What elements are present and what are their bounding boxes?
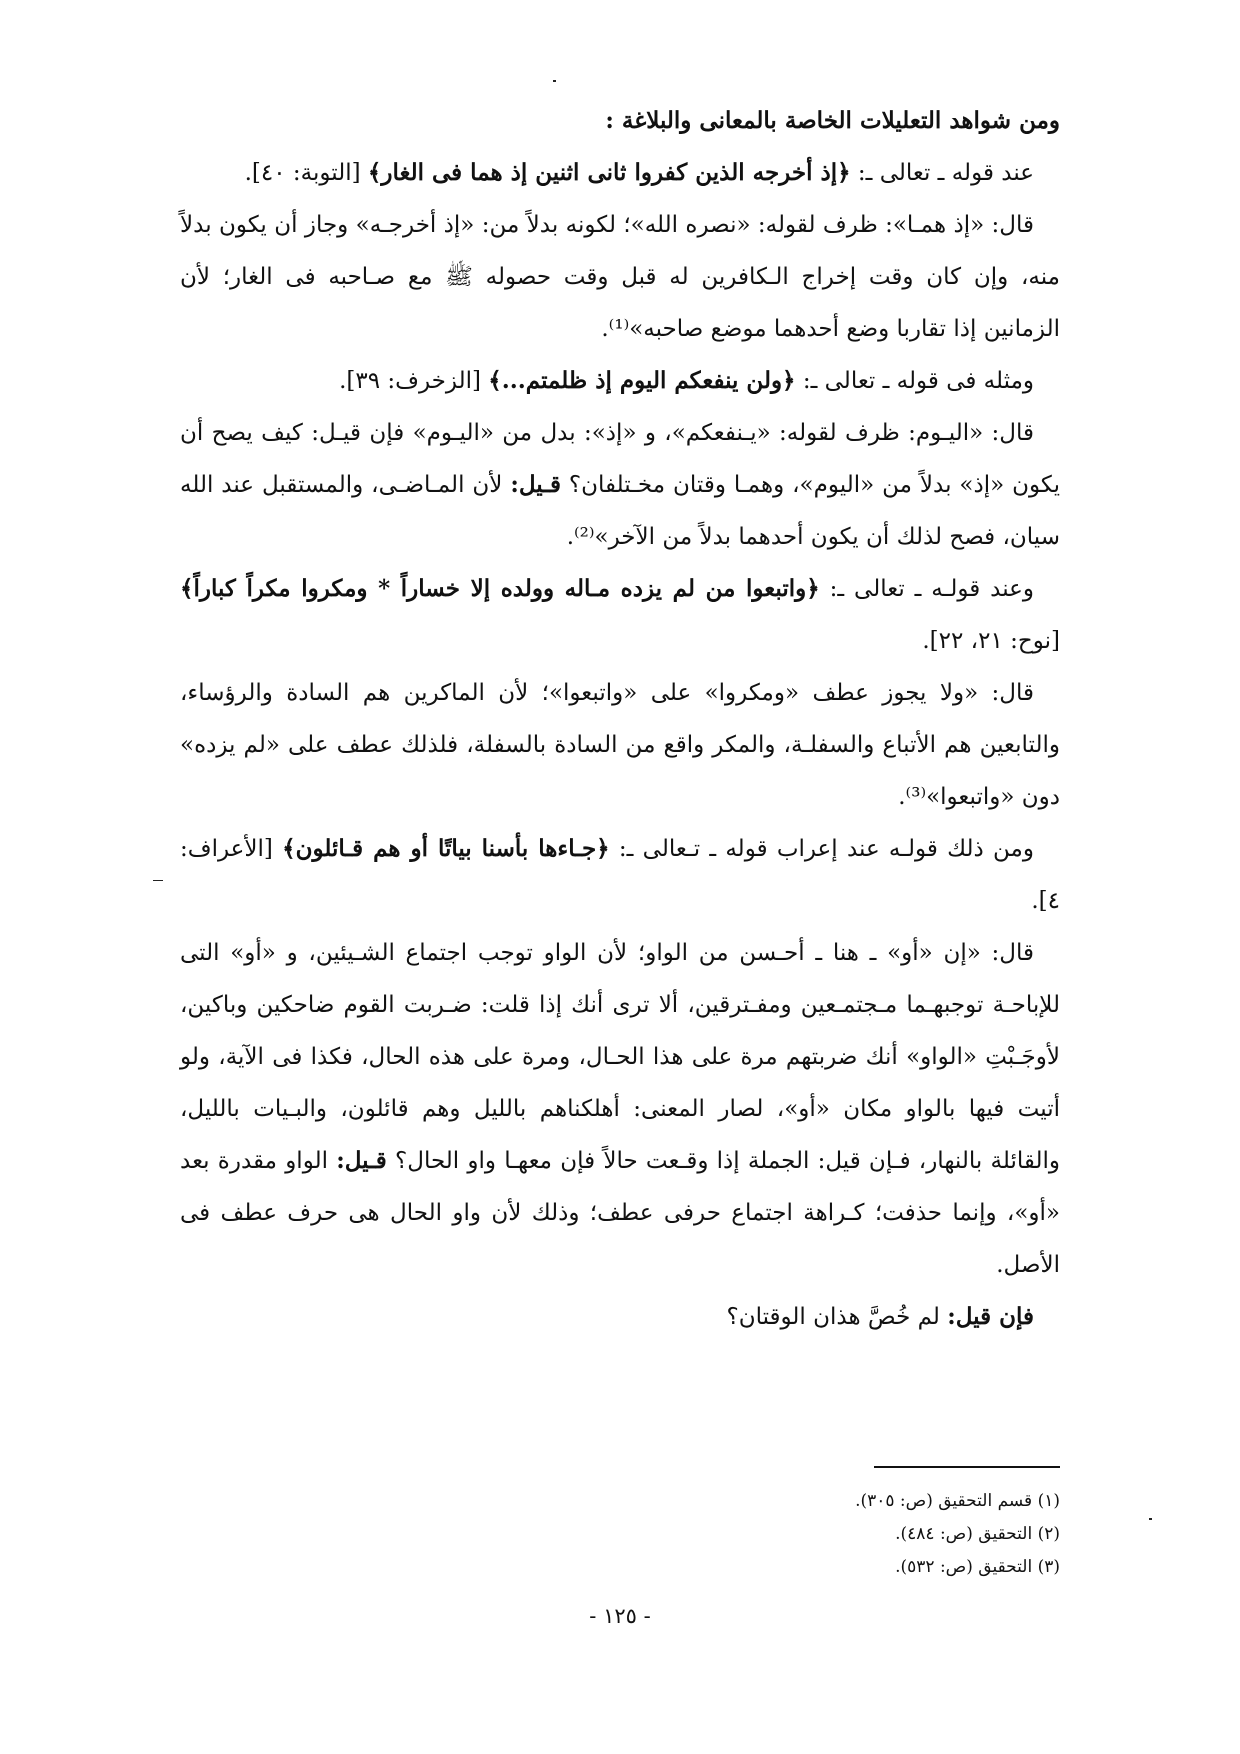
footnote-1: (١) قسم التحقيق (ص: ٣٠٥). bbox=[855, 1491, 1060, 1511]
p4-bold: قـيل: bbox=[510, 471, 561, 498]
page-number: - ١٢٥ - bbox=[589, 1604, 651, 1628]
footnote-3: (٣) التحقيق (ص: ٥٣٢). bbox=[895, 1557, 1060, 1577]
paragraph-3 bbox=[180, 355, 1060, 407]
footnote-separator bbox=[874, 1466, 1060, 1468]
paragraph-8 bbox=[180, 927, 1060, 1291]
p5-intro: وعند قولـه ـ تعالى ـ: bbox=[819, 576, 1035, 602]
p9-after: لم خُصَّ هذان الوقتان؟ bbox=[726, 1304, 948, 1330]
p7-reference: [الأعراف: ٤]. bbox=[180, 836, 1060, 914]
main-text bbox=[180, 95, 1060, 1343]
scan-speck bbox=[553, 80, 556, 82]
p8-bold: قـيل: bbox=[336, 1147, 387, 1174]
p8-before: قال: «إن «أو» ـ هنا ـ أحـسن من الواو؛ لأن الواو توجب اجتماع الشـيئين، و «أو» التى للإباحـة توجبهـما مـجتمـعين ومفـترقين، ألا ترى أنك إذا قلت: ضـربت القوم ضاحكين وباكين، لأوجَـبْتِ «الواو» أنك ضربتهم مرة على هذا الحـال، ومرة على هذه الحال، فكذا فى الآية، ولو أتيت فيها بالواو مكان «أو»، لصار المعنى: أهلكناهم بالليل وهم قائلون، والبـيات بالليل، والقائلة بالنهار، فـإن قيل: الجملة إذا وقـعت حالاً فإن معهـا واو الحال؟ bbox=[180, 940, 1060, 1174]
p7-quran-quote: ﴿جـاءها بأسنا بياتًا أو هم قـائلون﴾ bbox=[282, 835, 610, 862]
paragraph-1 bbox=[180, 147, 1060, 199]
paragraph-9 bbox=[180, 1291, 1060, 1343]
paragraph-4 bbox=[180, 407, 1060, 563]
p5-reference: [نوح: ٢١، ٢٢]. bbox=[922, 628, 1060, 654]
section-heading: ومن شواهد التعليلات الخاصة بالمعانى والبلاغة : bbox=[605, 107, 1060, 134]
scan-speck bbox=[153, 880, 163, 881]
p4-after: لأن المـاضـى، والمستقبل عند الله سيان، فصح لذلك أن يكون أحدهما بدلاً من الآخر»⁽²⁾. bbox=[180, 472, 1060, 550]
footnotes bbox=[600, 1485, 1060, 1584]
p3-quran-quote: ﴿ولن ينفعكم اليوم إذ ظلمتم...﴾ bbox=[488, 367, 796, 394]
paragraph-5 bbox=[180, 563, 1060, 667]
paragraph-2: قال: «إذ همـا»: ظرف لقوله: «نصره الله»؛ لكونه بدلاً من: «إذ أخرجـه» وجاز أن يكون بدلاً منه، وإن كان وقت إخراج الـكافرين له قبل وقت حصوله ﷺ مع صـاحبه فى الغار؛ لأن الزمانين إذا تقاربا وضع أحدهما موضع صاحبه»⁽¹⁾. bbox=[180, 212, 1060, 342]
paragraph-7 bbox=[180, 823, 1060, 927]
p8-after: الواو مقدرة بعد «أو»، وإنما حذفت؛ كـراهة اجتماع حرفى عطف؛ وذلك لأن واو الحال هى حرف عطف فى الأصل. bbox=[180, 1148, 1060, 1278]
p3-reference: [الزخرف: ٣٩]. bbox=[339, 368, 489, 394]
scan-speck bbox=[1149, 1518, 1152, 1520]
paragraph-6: قال: «ولا يجوز عطف «ومكروا» على «واتبعوا»؛ لأن الماكرين هم السادة والرؤساء، والتابعين هم الأتباع والسفلـة، والمكر واقع من السادة بالسفلة، فلذلك عطف على «لم يزده» دون «واتبعوا»⁽³⁾. bbox=[180, 680, 1060, 810]
footnote-2: (٢) التحقيق (ص: ٤٨٤). bbox=[895, 1524, 1060, 1544]
p5-quran-quote: ﴿واتبعوا من لم يزده مـاله وولده إلا خساراً * ومكروا مكراً كباراً﴾ bbox=[180, 575, 820, 602]
p1-intro: عند قوله ـ تعالى ـ: bbox=[850, 160, 1034, 186]
p1-quran-quote: ﴿إذ أخرجه الذين كفروا ثانى اثنين إذ هما فى الغار﴾ bbox=[367, 159, 851, 186]
p1-reference: [التوبة: ٤٠]. bbox=[244, 160, 368, 186]
p9-bold: فإن قيل: bbox=[947, 1303, 1034, 1330]
p3-intro: ومثله فى قوله ـ تعالى ـ: bbox=[795, 368, 1034, 394]
p7-intro: ومن ذلك قولـه عند إعراب قوله ـ تـعالى ـ: bbox=[609, 836, 1034, 862]
p4-before: قال: «اليـوم: ظرف لقوله: «يـنفعكم»، و «إذ»: بدل من «اليـوم» فإن قيـل: كيف يصح أن يكون «إذ» بدلاً من «اليوم»، وهمـا وقتان مخـتلفان؟ bbox=[180, 420, 1060, 498]
